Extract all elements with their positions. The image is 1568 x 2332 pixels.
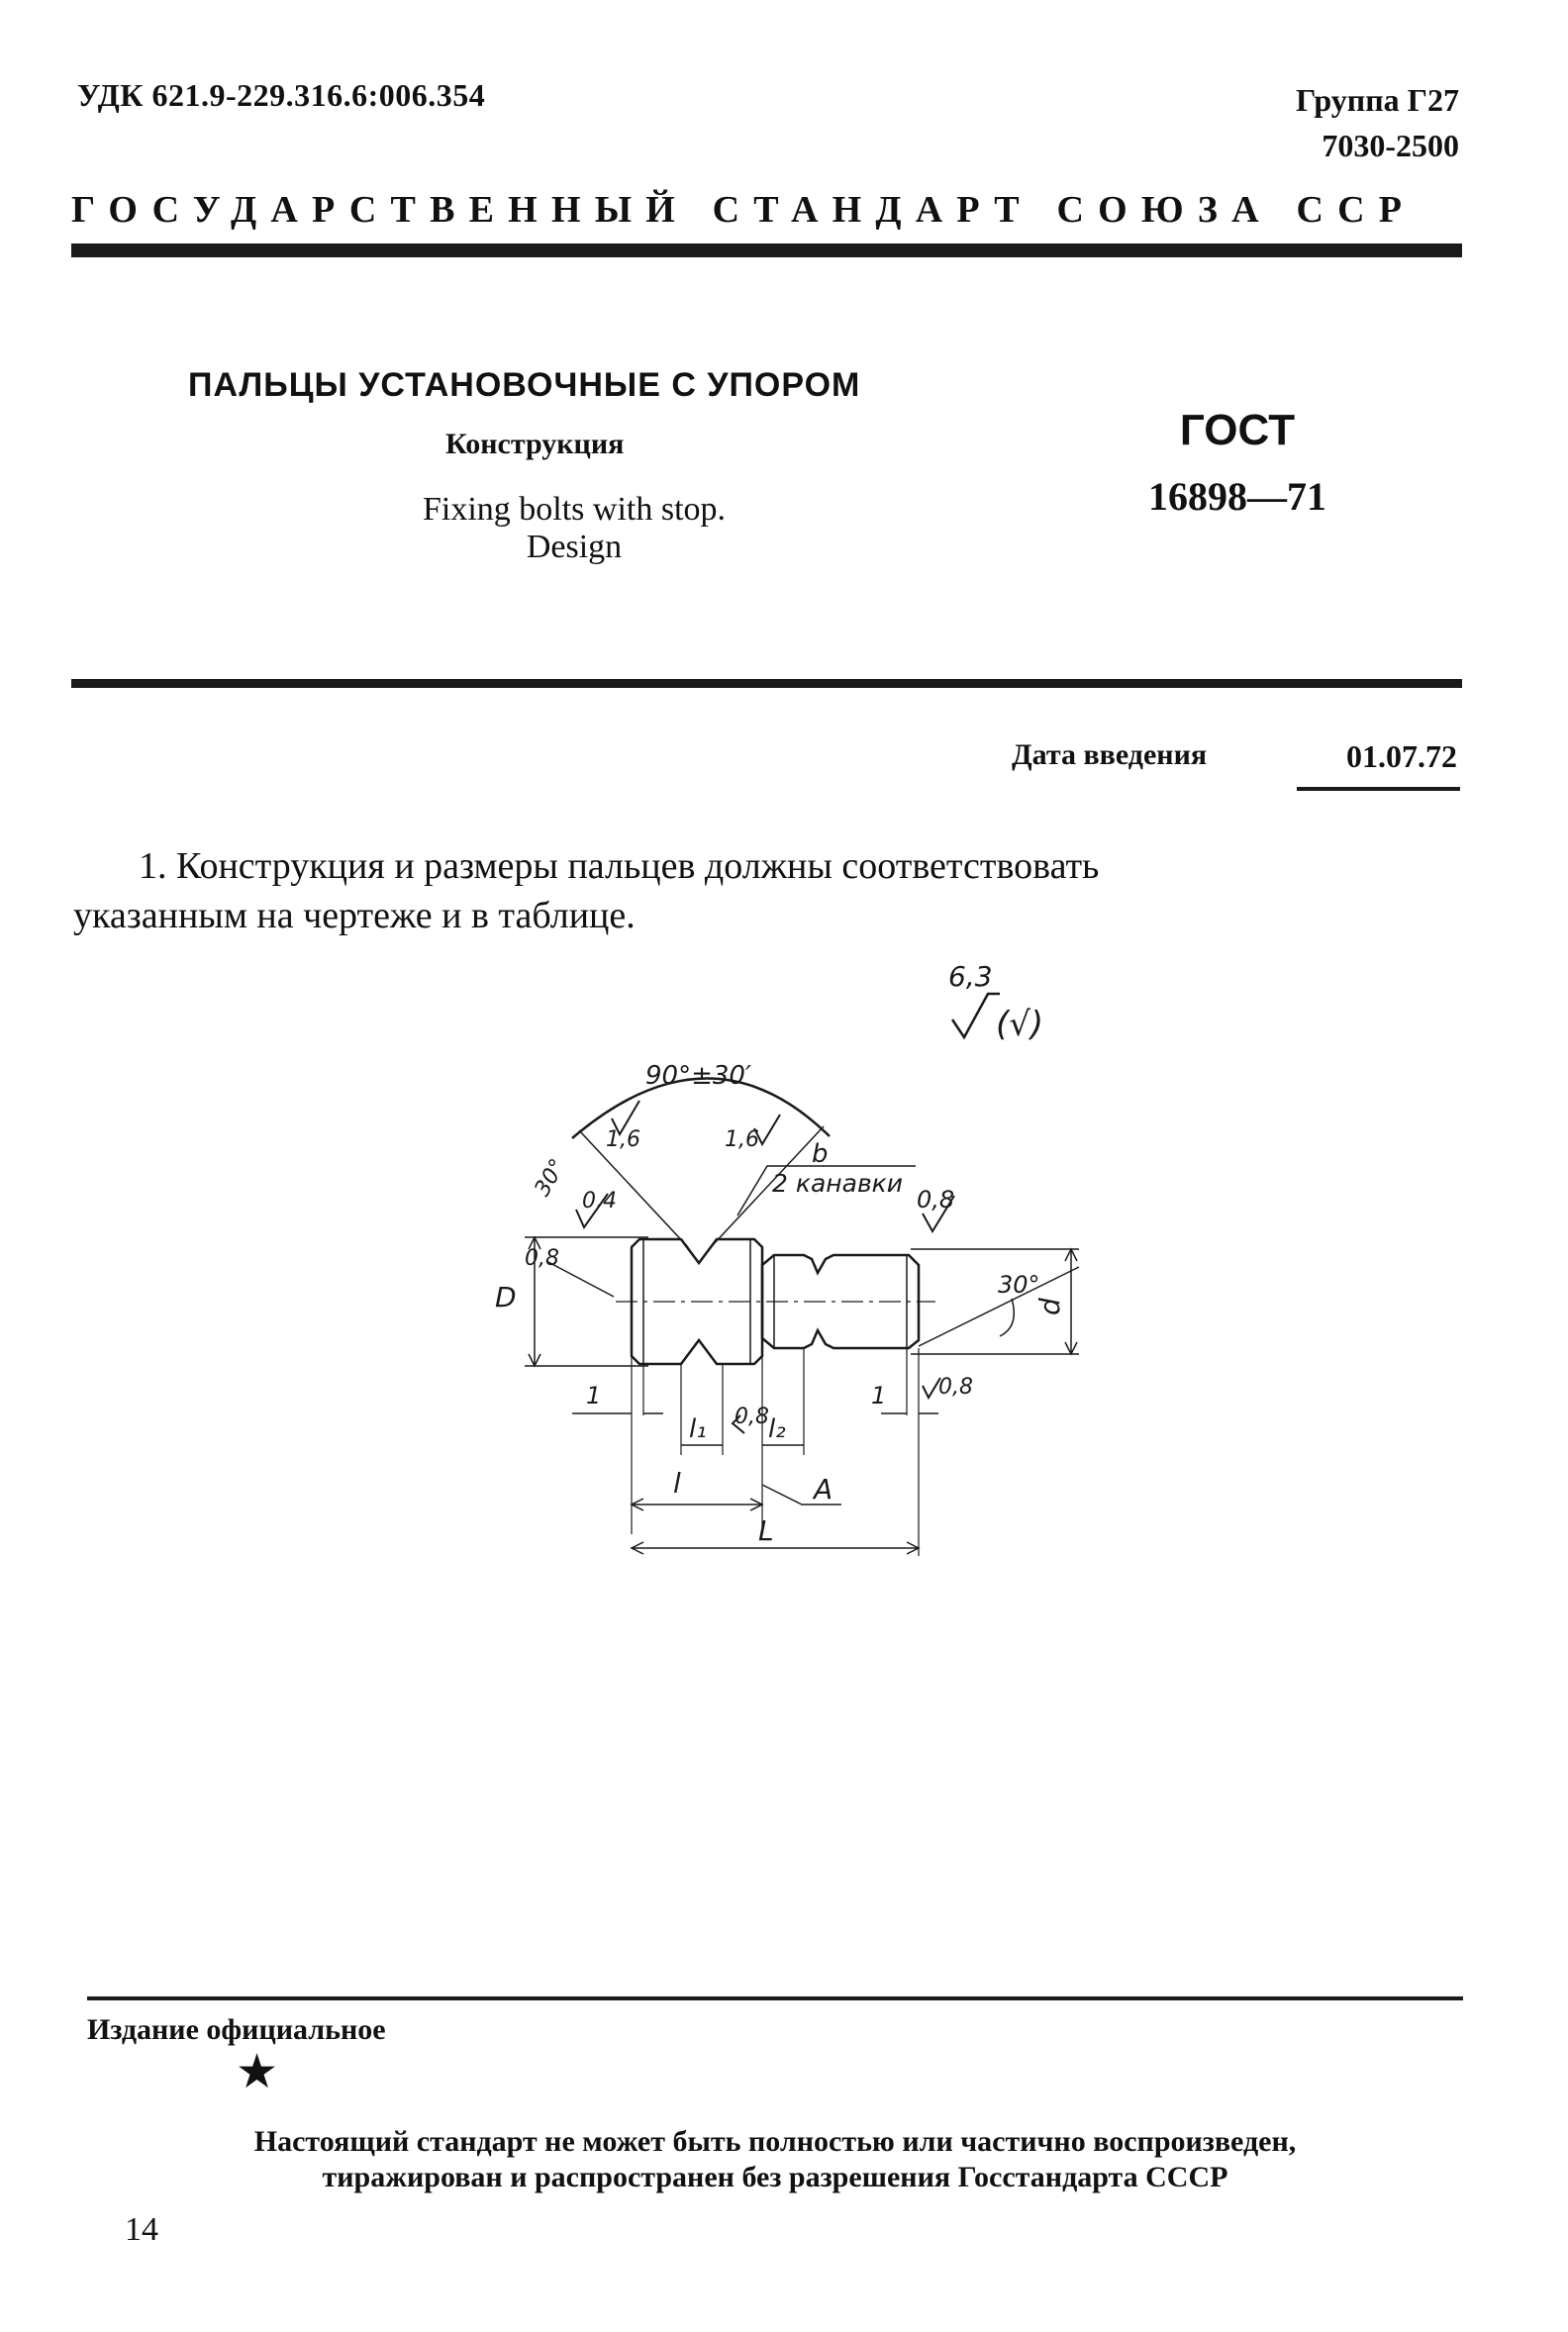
- document-subtitle-en: [297, 491, 851, 566]
- group-label: Группа Г27: [1296, 82, 1459, 118]
- label-A: A: [814, 1473, 833, 1506]
- angle-30-left: 30°: [530, 1154, 571, 1201]
- notice-line1: Настоящий стандарт не может быть полностью или частично воспроизведен,: [253, 2125, 1297, 2158]
- date-underline: [1297, 787, 1460, 791]
- label-l2: l₂: [768, 1414, 786, 1444]
- paragraph-1-line2: указанным на чертеже и в таблице.: [73, 895, 636, 936]
- technical-drawing: [465, 950, 1455, 1584]
- document-subtitle-ru: Конструкция: [445, 428, 625, 460]
- grooves-label: 2 канавки: [772, 1169, 904, 1198]
- roughness-check-icon: [952, 994, 1000, 1037]
- dim-1-left: 1: [586, 1382, 602, 1409]
- classifier-code: 7030-2500: [1322, 128, 1459, 163]
- gost-number: 16898—71: [1148, 474, 1326, 519]
- subtitle-en-line1: Fixing bolts with stop.: [422, 491, 727, 528]
- star-icon: ★: [236, 2046, 279, 2098]
- roughness-paren: (√): [996, 1005, 1044, 1044]
- roughness-16-left: 1,6: [606, 1127, 640, 1152]
- header-rule: [71, 243, 1462, 257]
- introduction-date-label: Дата введения: [1012, 738, 1208, 771]
- roughness-08-left: 0,8: [525, 1246, 559, 1271]
- label-l: l: [673, 1467, 681, 1500]
- roughness-16-right: 1,6: [725, 1127, 759, 1152]
- paragraph-1: [73, 841, 1461, 940]
- paragraph-1-line1: 1. Конструкция и размеры пальцев должны соответствовать: [139, 845, 1100, 887]
- state-standard-banner: ГОСУДАРСТВЕННЫЙ СТАНДАРТ СОЮЗА ССР: [71, 189, 1417, 231]
- gost-label: ГОСТ: [1179, 406, 1296, 454]
- extension-lines: [632, 1348, 919, 1556]
- angle-30-right: 30°: [998, 1271, 1040, 1299]
- page-number: 14: [125, 2211, 158, 2248]
- group-code: [1296, 77, 1459, 168]
- angle-top-label: 90°±30′: [645, 1061, 751, 1091]
- roughness-08-top: 0,8: [917, 1186, 955, 1214]
- label-d: d: [1033, 1298, 1066, 1315]
- label-l1: l₁: [689, 1414, 707, 1444]
- roughness-08-bottom: 0,8: [735, 1405, 769, 1429]
- label-L: L: [758, 1514, 774, 1547]
- footer-rule: [87, 1996, 1463, 2000]
- introduction-date-value: 01.07.72: [1346, 738, 1457, 774]
- roughness-08-right: 0,8: [938, 1375, 973, 1400]
- subtitle-en-line2: Design: [526, 529, 623, 565]
- notice-line2: тиражирован и распространен без разрешения Госстандарта СССР: [322, 2161, 1228, 2193]
- chamfer-leader: [546, 1261, 614, 1297]
- official-edition-label: Издание официальное: [87, 2013, 386, 2046]
- copyright-notice: [87, 2124, 1463, 2195]
- label-D: D: [495, 1281, 517, 1313]
- roughness-value: 6,3: [948, 960, 993, 993]
- roughness-04: 0,4: [582, 1189, 617, 1214]
- udc-code: УДК 621.9-229.316.6:006.354: [77, 77, 486, 113]
- label-b: b: [812, 1139, 829, 1169]
- title-rule: [71, 679, 1462, 688]
- document-title: ПАЛЬЦЫ УСТАНОВОЧНЫЕ С УПОРОМ: [188, 366, 861, 404]
- dim-1-right: 1: [871, 1382, 887, 1409]
